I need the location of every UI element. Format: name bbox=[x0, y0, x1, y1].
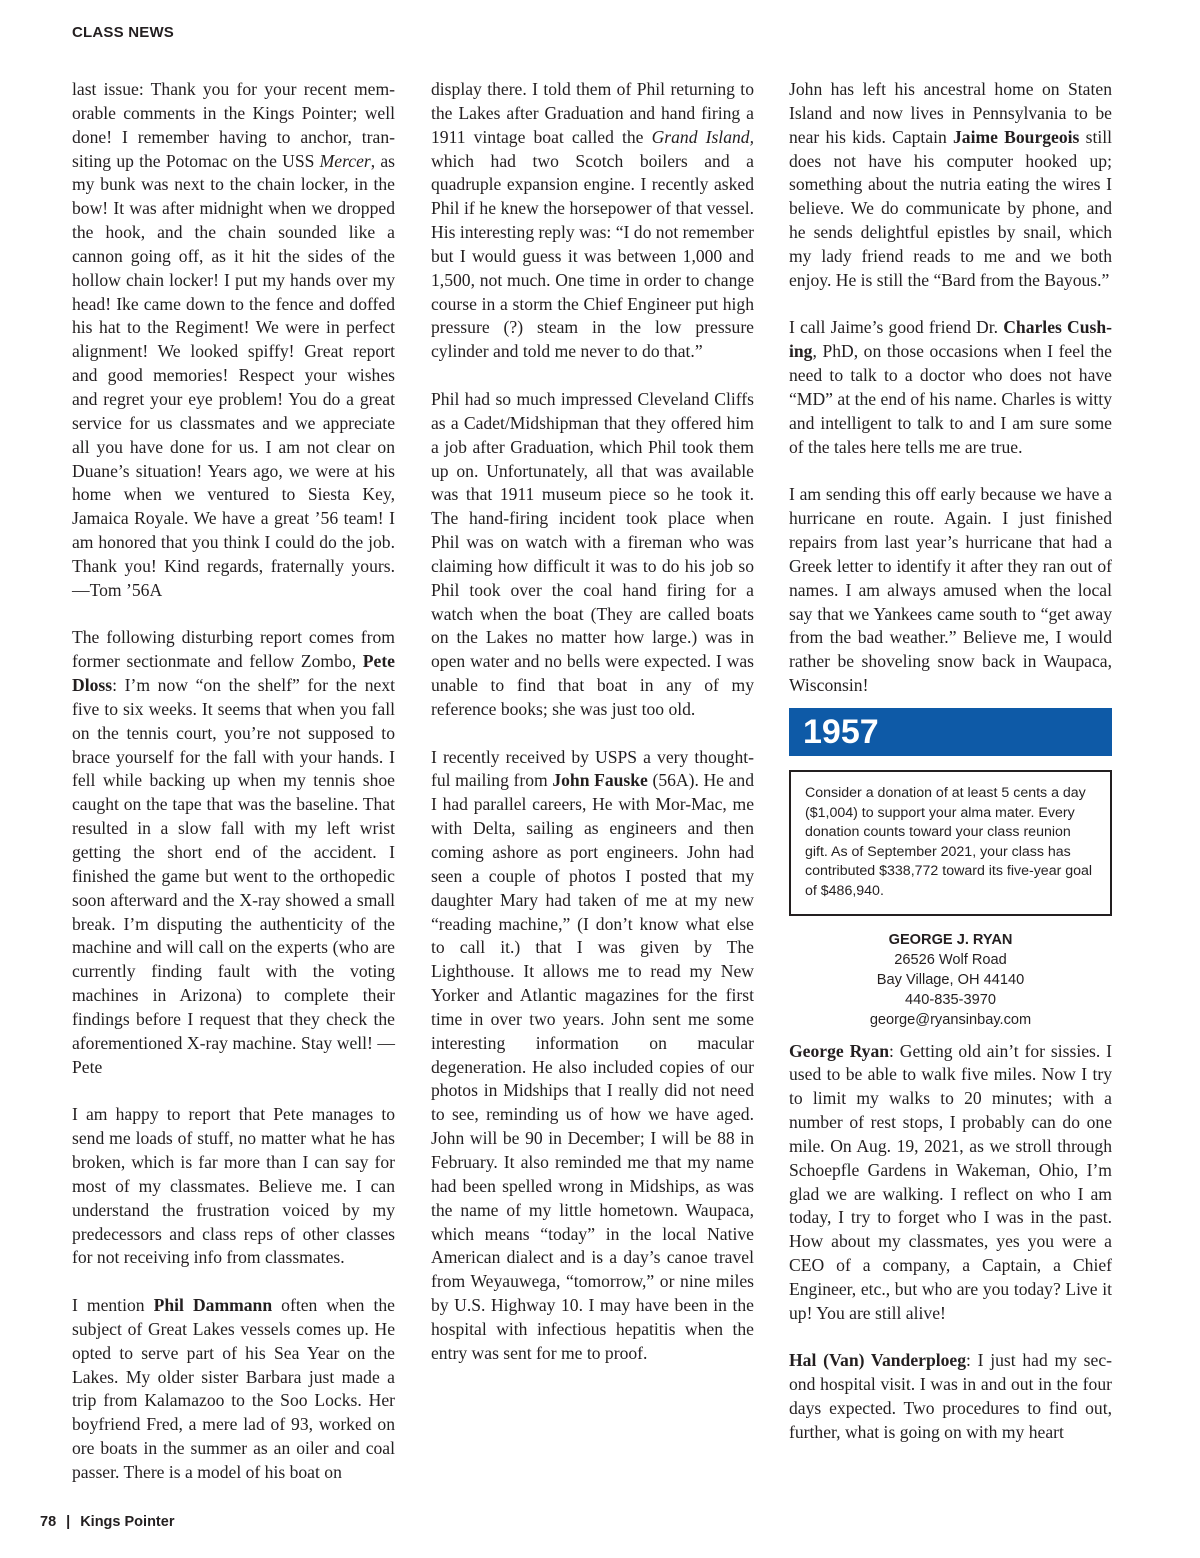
page-footer bbox=[40, 1514, 174, 1530]
column-2 bbox=[431, 78, 754, 1366]
text: last issue: Thank you for your recent memorable comments in the Kings Pointer; well done! I remember having to anchor, transiting up the Potomac on the USS bbox=[72, 79, 395, 171]
text: : Getting old ain’t for sissies. I used to be able to walk five miles. Now I try to limit my walks to 20 minutes; with a number of rest stops, I probably can do one mile. On Aug. 19, 2021, as we stroll through Schoepfle Gardens in Wakeman, Ohio, I’m glad we are walking. I reflect on who I am today, I try to forget who I was in the past. How about my classmates, yes you were a CEO of a company, a Captain, a Chief Engineer, etc., but who are you today? Live it up! You are still alive! bbox=[789, 1040, 1112, 1323]
rep-city: Bay Village, OH 44140 bbox=[876, 971, 1025, 988]
paragraph-pete-stuff: I am happy to report that Pete manages to send me loads of stuff, no matter what he has broken, which is far more than I can say for most of my classmates. Believe me. I can understand the frustration voiced by my predecessors and class reps of other classes for not receiving info from classmates. bbox=[72, 1104, 395, 1268]
rep-email: george@ryansinbay.com bbox=[869, 1011, 1032, 1028]
page-number: 78 bbox=[40, 1514, 57, 1530]
classmate-name: Pete Dloss bbox=[72, 651, 395, 696]
classmate-name: John Fauske bbox=[552, 770, 648, 791]
class-year-banner: 1957 bbox=[789, 708, 1112, 756]
paragraph-grand-island bbox=[431, 78, 754, 364]
text: The following disturbing report comes from former sectionmate and fellow Zombo, bbox=[72, 627, 395, 672]
text: I recently received by USPS a very thoughtful mailing from bbox=[431, 746, 754, 791]
paragraph-pete-report bbox=[72, 626, 395, 1079]
publication-name: Kings Pointer bbox=[80, 1514, 175, 1530]
paragraph-cleveland-cliffs: Phil had so much impressed Cleveland Cliffs as a Cadet/Midshipman that they offered him a job after Graduation, which Phil took them up on. Unfortunately, all that was available was that 1911 museum piece so he took it. The hand-firing incident took place when Phil was on watch with a fireman who was claiming how difficult it was to do his job so Phil took over the coal hand firing for a watch when the boat (They are called boats on the Lakes no matter how large.) was in open water and no bells were expected. I was unable to find that boat in any of my reference books; she was just too old. bbox=[431, 388, 754, 719]
paragraph-tom-letter bbox=[72, 78, 395, 603]
text: display there. I told them of Phil returning to the Lakes after Graduation and hand firing a 1911 vintage boat called the bbox=[431, 79, 754, 147]
classmate-name: Jaime Bourgeois bbox=[953, 126, 1080, 147]
classmate-name: George Ryan bbox=[789, 1040, 890, 1061]
class-rep-contact bbox=[789, 930, 1112, 1030]
text: often when the subject of Great Lakes vessels comes up. He opted to serve part of his Sea Year on the Lakes. My older sister Barbara just made a trip from Kalamazoo to the Soo Locks. Her boyfriend Fred, a mere lad of 93, worked on ore boats in the summer as an oiler and coal passer. There is a model of his boat on bbox=[72, 1295, 395, 1482]
text: : I’m now “on the shelf” for the next five to six weeks. It seems that when you fall on the tennis court, you’re not supposed to brace yourself for the fall with your hands. I fell while backing up when my tennis shoe caught on the tape that was the baseline. That resulted in a slow fall with my left wrist getting the short end of the accident. I finished the game but went to the orthopedic soon afterward and the X-ray showed a small break. I’m disputing the authenticity of the machine and will call on the experts (who are currently finding fault with the voting machines in Arizona) to complete their findings before I request that they check the aforementioned X-ray machine. Stay well! —Pete bbox=[72, 675, 395, 1077]
boat-name: Grand Island, bbox=[651, 126, 754, 147]
text: which had two Scotch boilers and a quadruple expansion engine. I recently asked Phil if he knew the horsepower of that vessel. His interesting reply was: “I do not remember but I would guess it was between 1,000 and 1,500, not much. One time in order to change course in a storm the Chief Engineer put high pressure (?) steam in the low pressure cylinder and told me never to do that.” bbox=[431, 150, 754, 362]
column-1 bbox=[72, 78, 395, 1485]
classmate-name: Phil Dammann bbox=[153, 1295, 273, 1316]
donation-notice: Consider a donation of at least 5 cents a day ($1,004) to support your alma mater. Every donation counts toward your class reunion gift. As of September 2021, your class has contributed $338,772 toward its five-year goal of $486,940. bbox=[789, 770, 1112, 916]
paragraph-george-ryan bbox=[789, 1040, 1112, 1326]
text: (56A). He and I had parallel careers, He with Mor-Mac, me with Delta, sailing as engineers and then coming ashore as port engineers. John had seen a couple of photos I posted that my daughter Mary had taken of me at my new “reading machine,” (I don’t know what else to call it.) that I was given by The Lighthouse. It allows me to read my New Yorker and Atlantic magazines for the first time in over two years. John sent me some interesting information on macular degeneration. He also included copies of our photos in Midships that I really did not need to see, reminding us of how we have aged. John will be 90 in December; I will be 88 in February. It also reminded me that my name had been spelled wrong in Midships, as was the name of my little hometown. Waupaca, which means “today” in the local Native American dialect and is a day’s canoe travel from Weyauwega, “tomorrow,” or nine miles by U.S. Highway 10. I may have been in the hospital with infectious hepatitis when the entry was sent for me to proof. bbox=[431, 770, 754, 1363]
section-label: CLASS NEWS bbox=[72, 24, 175, 41]
paragraph-jaime-bourgeois bbox=[789, 78, 1112, 293]
paragraph-john-fauske bbox=[431, 746, 754, 1366]
paragraph-phil-dammann bbox=[72, 1294, 395, 1485]
rep-name: GEORGE J. RYAN bbox=[888, 931, 1013, 948]
text: John has left his ancestral home on Staten Island and now lives in Pennsylvania to be near his kids. Captain bbox=[789, 79, 1112, 147]
text: I call Jaime’s good friend Dr. bbox=[789, 317, 1004, 338]
rep-phone: 440-835-3970 bbox=[905, 991, 996, 1008]
text: still does not have his computer hooked up; something about the nutria eating the wires I believe. We do communicate by phone, and he sends delightful epistles by snail, which my lady friend reads to me and we both enjoy. He is still the “Bard from the Bayous.” bbox=[789, 126, 1112, 290]
footer-separator: | bbox=[66, 1514, 71, 1530]
text: , PhD, on those occasions when I feel the need to talk to a doctor who does not have “MD” at the end of his name. Charles is witty and intelligent to talk to and I am sure some of the tales here tells me are true. bbox=[789, 341, 1112, 457]
ship-name: Mercer bbox=[319, 150, 371, 171]
text: I mention bbox=[72, 1295, 154, 1316]
column-3 bbox=[789, 78, 1112, 1445]
paragraph-hurricane: I am sending this off early because we have a hurricane en route. Again. I just finished repairs from last year’s hurricane that had a Greek letter to identify it after they ran out of names. I am always amused when the local say that we Yankees came south to “get away from the bad weather.” Believe me, I would rather be shoveling snow back in Waupaca, Wisconsin! bbox=[789, 484, 1112, 696]
paragraph-charles-cushing bbox=[789, 316, 1112, 459]
classmate-name: Hal (Van) Vanderploeg bbox=[789, 1350, 967, 1371]
paragraph-hal-vanderploeg bbox=[789, 1349, 1112, 1444]
rep-street: 26526 Wolf Road bbox=[894, 951, 1007, 968]
classmate-name: Charles Cushing bbox=[789, 317, 1112, 362]
text: , as my bunk was next to the chain locker, in the bow! It was after midnight when we dropped the hook, and the chain sounded like a cannon going off, as it hit the sides of the hollow chain locker! I put my hands over my head! Ike came down to the fence and doffed his hat to the Regiment! We were in perfect alignment! We looked spiffy! Great report and good memories! Respect your wishes and regret your eye problem! You do a great service for us classmates and we appreciate all you have done for us. I am not clear on Duane’s situation! Years ago, we were at his home when we ventured to Siesta Key, Jamaica Royale. We have a great ’56 team! I am honored that you think I could do the job. Thank you! Kind regards, fraternally yours. —Tom ’56A bbox=[72, 150, 395, 600]
text: : I just had my second hospital visit. I was in and out in the four days expected. Two procedures to find out, further, what is going on with my heart bbox=[789, 1350, 1112, 1442]
